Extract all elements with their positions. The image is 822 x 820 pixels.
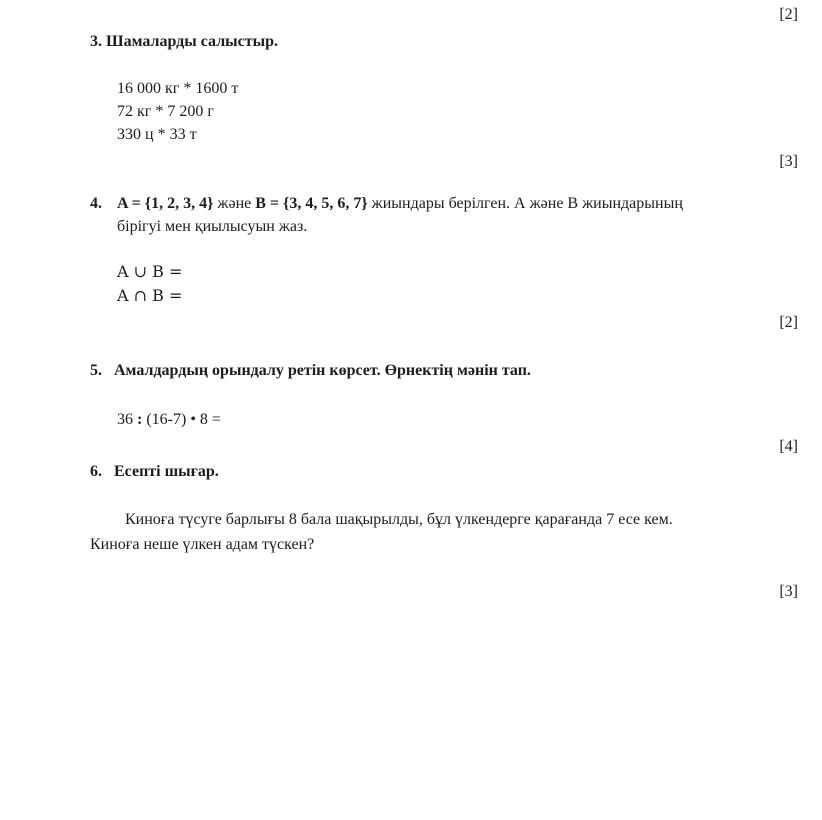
q6-problem-line-2: Киноға неше үлкен адам түскен? xyxy=(90,536,315,553)
q3-line-3: 330 ц * 33 т xyxy=(117,126,197,143)
q4-number: 4. xyxy=(90,195,102,212)
q4-intersection: A ∩ B = xyxy=(117,286,183,305)
q5-title: Амалдардың орындалу ретін көрсет. Өрнектің мәнін тап. xyxy=(114,362,531,379)
q5-expression: 36 : (16-7) • 8 = xyxy=(117,411,221,428)
q6-number: 6. xyxy=(90,463,102,480)
q4-conj: және xyxy=(213,195,256,212)
q3-line-1: 16 000 кг * 1600 т xyxy=(117,80,239,97)
q3-heading xyxy=(90,33,278,51)
q3-number: 3. xyxy=(90,33,102,50)
q3-line-2: 72 кг * 7 200 г xyxy=(117,103,214,120)
q4-set-a: A = {1, 2, 3, 4} xyxy=(117,195,214,212)
q5-number: 5. xyxy=(90,362,102,379)
q6-heading xyxy=(90,463,219,481)
q4-text-rest: жиындары берілген. А және В жиындарының xyxy=(367,195,683,212)
q4-set-b: B = {3, 4, 5, 6, 7} xyxy=(255,195,368,212)
q3-mark: [3] xyxy=(779,153,798,170)
q5-mark: [4] xyxy=(779,438,798,455)
q4-mark: [2] xyxy=(779,314,798,331)
q6-title: Есепті шығар. xyxy=(114,463,219,480)
q3-title: Шамаларды салыстыр. xyxy=(106,33,279,50)
q6-mark: [3] xyxy=(779,583,798,600)
q5-heading xyxy=(90,362,531,380)
q4-text-line-2: бірігуі мен қиылысуын жаз. xyxy=(117,218,308,235)
q6-problem-line-1: Киноға түсуге барлығы 8 бала шақырылды, бұл үлкендерге қарағанда 7 есе кем. xyxy=(125,511,673,528)
q4-union: A ∪ B = xyxy=(117,262,183,281)
q2-mark: [2] xyxy=(779,6,798,23)
q4-text-line-1 xyxy=(117,195,683,213)
